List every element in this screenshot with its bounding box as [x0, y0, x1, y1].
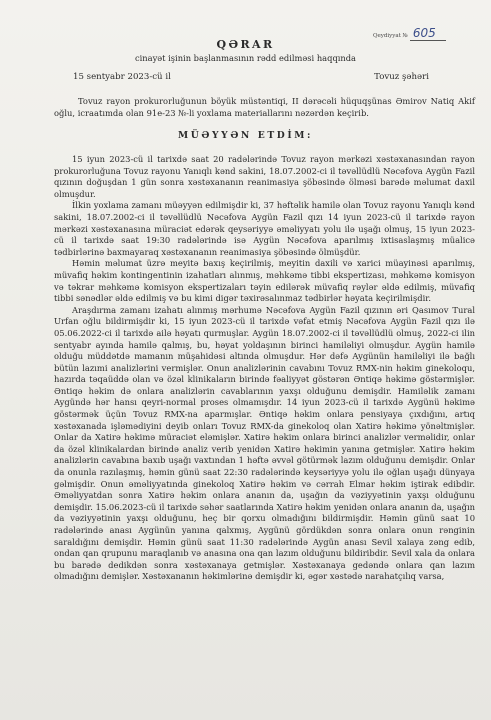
registration-number-value: 605: [410, 26, 446, 41]
findings-block: [54, 154, 475, 583]
section-heading: MÜƏYYƏN ETDİM:: [178, 130, 313, 141]
findings-paragraph: İlkin yoxlama zamanı müəyyən edilmişdir ki, 37 həftəlik hamilə olan Tovuz rayonu Yanıqlı kənd sakini, 18.07.2002-ci il təvəllüdlü Nəcəfova Aygün Fazil qızı 14 iyun 2023-cü il tarixdə rayon mərkəzi xəstəxanasına müraciət edərək qeysəriyyə əməliyyatı yolu ilə uşağı olmuş, 15 iyun 2023-cü il tarixdə saat 19:30 radələrində isə Aygün Nəcəfova aparılmış ixtisaslaşmış müalicə tədbirlərinə baxmayaraq xəstəxananın reanimasiya şöbəsində ölmüşdür.: [54, 200, 475, 257]
findings-paragraph: 15 iyun 2023-cü il tarixdə saat 20 radələrində Tovuz rayon mərkəzi xəstəxanasından rayon prokurorluğuna Tovuz rayonu Yanıqlı kənd sakini, 18.07.2002-ci il təvəllüdlü Nəcəfova Aygün Fazil qızının doğuşdan 1 gün sonra xəstəxananın reanimasiya şöbəsində ölməsi barədə məlumat daxil olmuşdur.: [54, 154, 475, 199]
document-date: 15 sentyabr 2023-cü il: [73, 72, 171, 82]
document-subtitle: cinayət işinin başlanmasının rədd edilməsi haqqında: [134, 53, 357, 63]
document-title: QƏRAR: [216, 38, 275, 51]
document-city: Tovuz şəhəri: [374, 72, 429, 82]
registration-number-label: Qeydiyyat №: [373, 33, 408, 39]
intro-paragraph: Tovuz rayon prokurorluğunun böyük müstəntiqi, II dərəcəli hüquqşünas Əmirov Natiq Akif oğlu, icraatımda olan 91e-23 №-li yoxlama materiallarını nəzərdən keçirib.: [54, 96, 475, 118]
findings-paragraph: Həmin məlumat üzrə meyitə baxış keçirilmiş, meyitin daxili və xarici müayinəsi aparılmış, müvafiq həkim kontingentinin izahatları alınmış, məhkəmə tibbi ekspertizası, məhkəmə komisyon və təkrar məhkəmə komisyon ekspertizaları təyin edilərək müvafiq rəylər əldə edilmiş, müvafiq tibbi sənədlər əldə edilmiş və bu kimi digər təxirəsalınmaz tədbirlər həyata keçirilmişdir.: [54, 258, 475, 304]
findings-paragraph: Araşdırma zamanı izahatı alınmış mərhumə Nəcəfova Aygün Fazil qızının əri Qasımov Tural Urfan oğlu bildirmişdir ki, 15 iyun 2023-cü il tarixdə vəfat etmiş Nəcəfova Aygün Fazil qızı ilə 05.06.2022-ci il tarixdə ailə həyatı qurmuşlar. Aygün 18.07.2002-ci il təvəllüdlü olmuş, 2022-ci ilin sentyabr ayında hamilə qalmış, bu, həyat yoldaşının birinci hamiləliyi olmuşdur. Aygün hamilə olduğu müddətdə mamanın müşahidəsi altında olmuşdur. Hər dəfə Aygünün hamiləliyi ilə bağlı bütün lazımi analizlərini vermişlər. Onun analizlərinin cavabını Tovuz RMX-nin həkim ginekoloqu, hazırda təqaüddə olan və özəl klinikaların birində fəaliyyət göstərən Əntiqə həkimə göstərmişlər. Əntiqə həkim də onlara analizlərin cavablarının yaxşı olduğunu demişdir. Hamiləlik zamanı Aygündə hər hansı qeyri-normal proses olmamışdır. 14 iyun 2023-cü il tarixdə Aygünü həkimə göstərmək üçün Tovuz RMX-na aparmışlar. Əntiqə həkim onlara pensiyaya çıxdığını, artıq xəstəxanada işləmədiyini deyib onları Tovuz RMX-da ginekoloq olan Xatirə həkimə yönəltmişlər. Onlar da Xatirə həkimə müraciət eləmişlər. Xatirə həkim onlara birinci analizlər verməlidir, onlar da özəl klinikalardan birində analiz verib yenidən Xatirə həkimin yanına getmişlər. Xatirə həkim analizlərin cavabına baxıb uşağı vaxtından 1 həftə əvvəl götürmək lazım olduğunu demişdir. Onlar da onunla razılaşmış, həmin günü saat 22:30 radələrində keysəriyyə yolu ilə oğlan uşağı dünyaya gəlmişdir. Onun əməliyyatında ginekoloq Xatirə həkim və cərrah Elmar həkim iştirak edibdir. Əməliyyatdan sonra Xatirə həkim onlara ananın da, uşağın da vəziyyətinin yaxşı olduğunu demişdir. 15.06.2023-cü il tarixdə səhər saatlarında Xatirə həkim yenidən onlara ananın da, uşağın da vəziyyətinin yaxşı olduğunu, heç bir qorxu olmadığını bildirmişdir. Həmin günü saat 10 radələrində anası Aygünün yanına qalxmış, Aygünü gördükdən sonra onlara onun rənginin saraldığını demişdir. Həmin günü saat 11:30 radələrində Aygün anası Sevil xalaya zəng edib, ondan qan qrupunu maraqlanıb və anasına ona qan lazım olduğunu bildiribdir. Sevil xala da onlara bu barədə dedikdən sonra xəstəxanaya getmişlər. Xəstəxanaya gedəndə onlara qan lazım olmadığını demişlər. Xəstəxananın həkimlərinə demişdir ki, əgər xəstədə narahatçılıq varsa,: [54, 304, 475, 582]
intro-block: [54, 96, 475, 119]
